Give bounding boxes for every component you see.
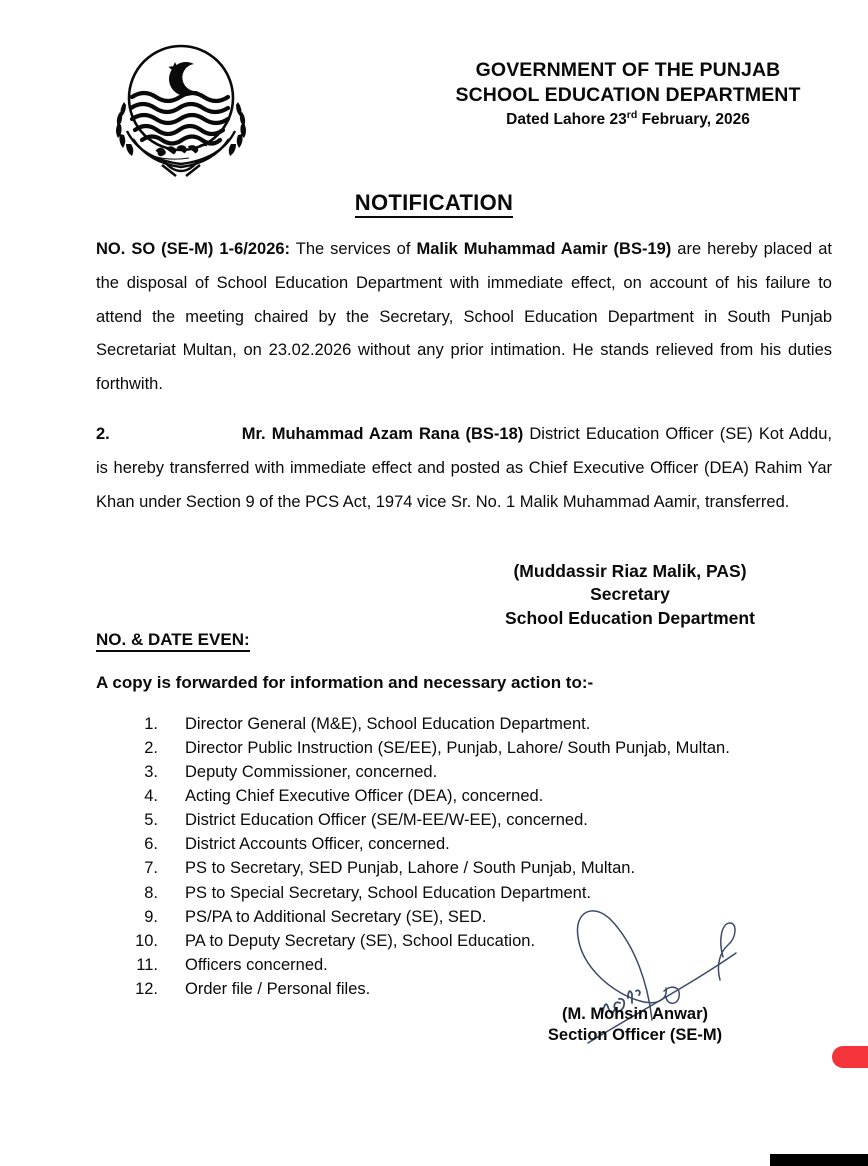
list-item-number: 1. bbox=[144, 715, 158, 733]
list-item-number: 7. bbox=[144, 859, 158, 878]
list-item-number: 2. bbox=[144, 739, 158, 758]
list-item-text: Acting Chief Executive Officer (DEA), concerned. bbox=[185, 787, 544, 806]
officer-two-name: Mr. Muhammad Azam Rana (BS-18) bbox=[241, 425, 524, 444]
notification-reference-number: NO. SO (SE-M) 1-6/2026: bbox=[96, 240, 291, 258]
list-item bbox=[96, 856, 836, 880]
list-item bbox=[96, 712, 836, 736]
list-item bbox=[96, 977, 836, 1001]
list-item-text: PS to Special Secretary, School Education Department. bbox=[185, 883, 591, 902]
notification-title-text: NOTIFICATION bbox=[355, 190, 513, 218]
dated-ordinal-suffix: rd bbox=[626, 108, 638, 121]
list-item bbox=[96, 905, 836, 929]
list-item bbox=[96, 832, 836, 856]
secretary-department: School Education Department bbox=[505, 607, 755, 628]
paragraph-two-text: District Education Officer (SE) Kot Addu, is hereby transferred with immediate effect and posted as Chief Executive Officer (DEA) Rahim Yar Khan under Section 9 of the PCS Act, 1974 vice Sr. No. 1 Malik Muhammad Aamir, transferred. bbox=[96, 425, 832, 511]
header-title-group bbox=[428, 58, 828, 130]
list-item-text: Officers concerned. bbox=[185, 955, 328, 974]
list-item bbox=[96, 881, 836, 905]
header-dated-line bbox=[428, 110, 828, 130]
list-item bbox=[96, 953, 836, 977]
no-and-date-even-text: NO. & DATE EVEN: bbox=[96, 630, 250, 652]
notification-title bbox=[0, 190, 868, 216]
red-marker-artifact bbox=[832, 1046, 868, 1068]
header-line-government: GOVERNMENT OF THE PUNJAB bbox=[475, 59, 781, 81]
distribution-list bbox=[96, 712, 836, 1001]
list-item-number: 9. bbox=[144, 907, 158, 926]
list-item-text: PS to Secretary, SED Punjab, Lahore / South Punjab, Multan. bbox=[185, 859, 636, 878]
paragraph-one-text-a: The services of bbox=[290, 240, 417, 258]
list-item-number: 5. bbox=[144, 811, 158, 830]
paragraph-one-text-b: are hereby placed at the disposal of School Education Department with immediate effect, on account of his failure to attend the meeting chaired by the Secretary, School Education Department in South Punjab Secretariat Multan, on 23.02.2026 without any prior intimation. He stands relieved from his duties forthwith. bbox=[96, 240, 832, 394]
list-item-text: Deputy Commissioner, concerned. bbox=[185, 763, 438, 782]
list-item-number: 3. bbox=[144, 763, 158, 782]
black-bar-artifact bbox=[770, 1154, 868, 1166]
list-item-text: PA to Deputy Secretary (SE), School Education. bbox=[185, 931, 536, 950]
section-officer-name: (M. Mohsin Anwar) bbox=[561, 1005, 709, 1023]
list-item bbox=[96, 760, 836, 784]
list-item bbox=[96, 929, 836, 953]
list-item bbox=[96, 736, 836, 760]
officer-one-name: Malik Muhammad Aamir (BS-19) bbox=[416, 240, 672, 258]
list-item-text: District Education Officer (SE/M-EE/W-EE), concerned. bbox=[185, 811, 588, 830]
list-item-number: 12. bbox=[135, 979, 158, 998]
section-officer-signature-block bbox=[470, 1004, 800, 1046]
paragraph-two bbox=[96, 418, 832, 519]
secretary-signature-block bbox=[430, 560, 830, 630]
no-and-date-even-heading bbox=[96, 630, 250, 650]
copy-forwarded-line: A copy is forwarded for information and necessary action to:- bbox=[96, 673, 594, 692]
list-item-number: 6. bbox=[144, 835, 158, 854]
paragraph-one bbox=[96, 233, 832, 402]
punjab-government-emblem-icon bbox=[106, 36, 256, 182]
dated-prefix: Dated Lahore 23 bbox=[506, 110, 627, 128]
list-item-text: Director General (M&E), School Education Department. bbox=[185, 715, 591, 733]
document-header bbox=[0, 0, 868, 185]
dated-suffix: February, 2026 bbox=[637, 110, 750, 128]
list-item-text: District Accounts Officer, concerned. bbox=[185, 835, 450, 854]
secretary-name: (Muddassir Riaz Malik, PAS) bbox=[513, 561, 747, 581]
list-item-text: Director Public Instruction (SE/EE), Punjab, Lahore/ South Punjab, Multan. bbox=[185, 739, 730, 758]
list-item-number: 4. bbox=[144, 787, 158, 806]
list-item bbox=[96, 784, 836, 808]
list-item bbox=[96, 808, 836, 832]
list-item-text: Order file / Personal files. bbox=[185, 979, 371, 998]
list-item-number: 8. bbox=[144, 883, 158, 902]
list-item-number: 11. bbox=[136, 955, 158, 974]
paragraph-two-number: 2. bbox=[96, 425, 110, 444]
header-line-department: SCHOOL EDUCATION DEPARTMENT bbox=[455, 83, 801, 106]
document-body bbox=[96, 233, 832, 526]
secretary-designation: Secretary bbox=[590, 584, 670, 605]
list-item-text: PS/PA to Additional Secretary (SE), SED. bbox=[185, 907, 487, 926]
list-item-number: 10. bbox=[135, 931, 158, 950]
section-officer-designation: Section Officer (SE-M) bbox=[547, 1026, 723, 1045]
